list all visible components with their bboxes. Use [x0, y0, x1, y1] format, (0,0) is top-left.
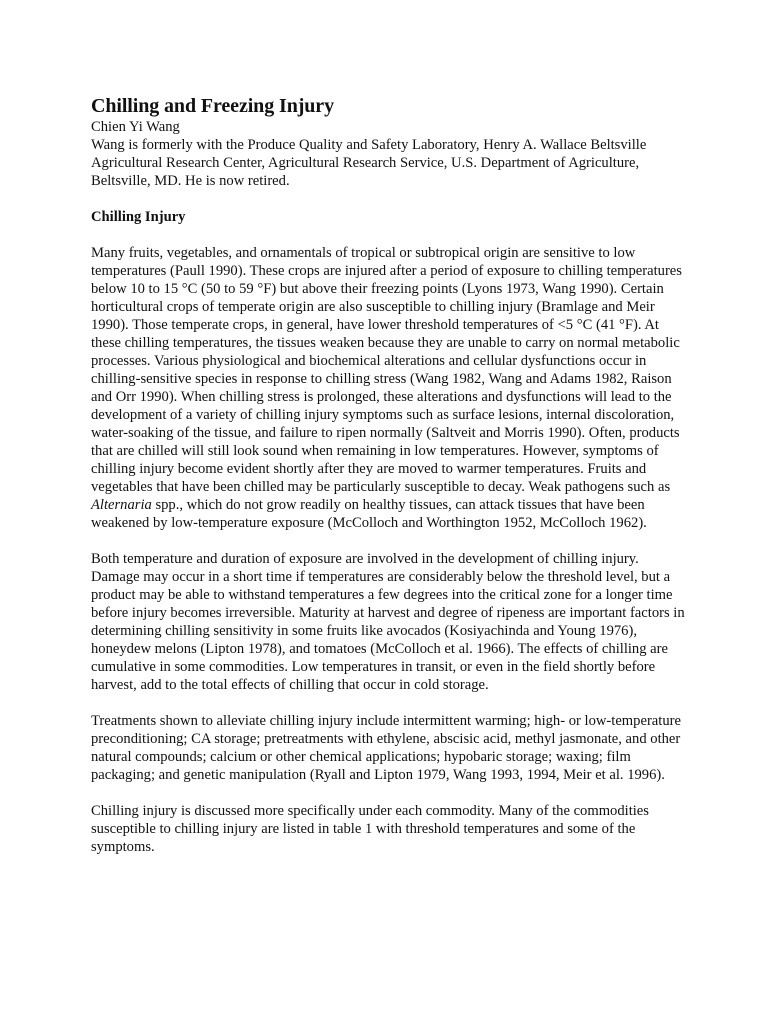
paragraph-1-text-b: spp., which do not grow readily on healthy tissues, can attack tissues that have been weakened by low-temperature exposure (McColloch and Worthington 1952, McColloch 1962).	[91, 497, 647, 531]
paragraph-3: Treatments shown to alleviate chilling injury include intermittent warming; high- or low-temperature preconditioning; CA storage; pretreatments with ethylene, abscisic acid, methyl jasmonate, and other natural compounds; calcium or other chemical applications; hypobaric storage; waxing; film packaging; and genetic manipulation (Ryall and Lipton 1979, Wang 1993, 1994, Meir et al. 1996).	[91, 713, 681, 783]
document-page	[91, 94, 691, 856]
author-affiliation: Wang is formerly with the Produce Quality and Safety Laboratory, Henry A. Wallace Beltsville Agricultural Research Center, Agricultural Research Service, U.S. Department of Agriculture, Beltsville, MD. He is now retired.	[91, 137, 647, 189]
paragraph-1	[91, 244, 691, 532]
paragraph-4: Chilling injury is discussed more specifically under each commodity. Many of the commodities susceptible to chilling injury are listed in table 1 with threshold temperatures and some of the symptoms.	[91, 803, 649, 855]
author-name: Chien Yi Wang	[91, 119, 180, 135]
document-title: Chilling and Freezing Injury	[91, 95, 334, 117]
paragraph-1-text-a: Many fruits, vegetables, and ornamentals of tropical or subtropical origin are sensitive to low temperatures (Paull 1990). These crops are injured after a period of exposure to chilling temperatures below 10 to 15 °C (50 to 59 °F) but above their freezing points (Lyons 1973, Wang 1990). Certain horticultural crops of temperate origin are also susceptible to chilling injury (Bramlage and Meir 1990). Those temperate crops, in general, have lower threshold temperatures of <5 °C (41 °F). At these chilling temperatures, the tissues weaken because they are unable to carry on normal metabolic processes. Various physiological and biochemical alterations and cellular dysfunctions occur in chilling-sensitive species in response to chilling stress (Wang 1982, Wang and Adams 1982, Raison and Orr 1990). When chilling stress is prolonged, these alterations and dysfunctions will lead to the development of a variety of chilling injury symptoms such as surface lesions, internal discoloration, water-soaking of the tissue, and failure to ripen normally (Saltveit and Morris 1990). Often, products that are chilled will still look sound when remaining in low temperatures. However, symptoms of chilling injury become evident shortly after they are moved to warmer temperatures. Fruits and vegetables that have been chilled may be particularly susceptible to decay. Weak pathogens such as	[91, 245, 682, 495]
paragraph-1-italic-genus: Alternaria	[91, 497, 152, 513]
paragraph-2: Both temperature and duration of exposure are involved in the development of chilling injury. Damage may occur in a short time if temperatures are considerably below the threshold level, but a product may be able to withstand temperatures a few degrees into the critical zone for a longer time before injury becomes irreversible. Maturity at harvest and degree of ripeness are important factors in determining chilling sensitivity in some fruits like avocados (Kosiyachinda and Young 1976), honeydew melons (Lipton 1978), and tomatoes (McColloch et al. 1966). The effects of chilling are cumulative in some commodities. Low temperatures in transit, or even in the field shortly before harvest, add to the total effects of chilling that occur in cold storage.	[91, 551, 685, 693]
section-heading: Chilling Injury	[91, 209, 186, 225]
